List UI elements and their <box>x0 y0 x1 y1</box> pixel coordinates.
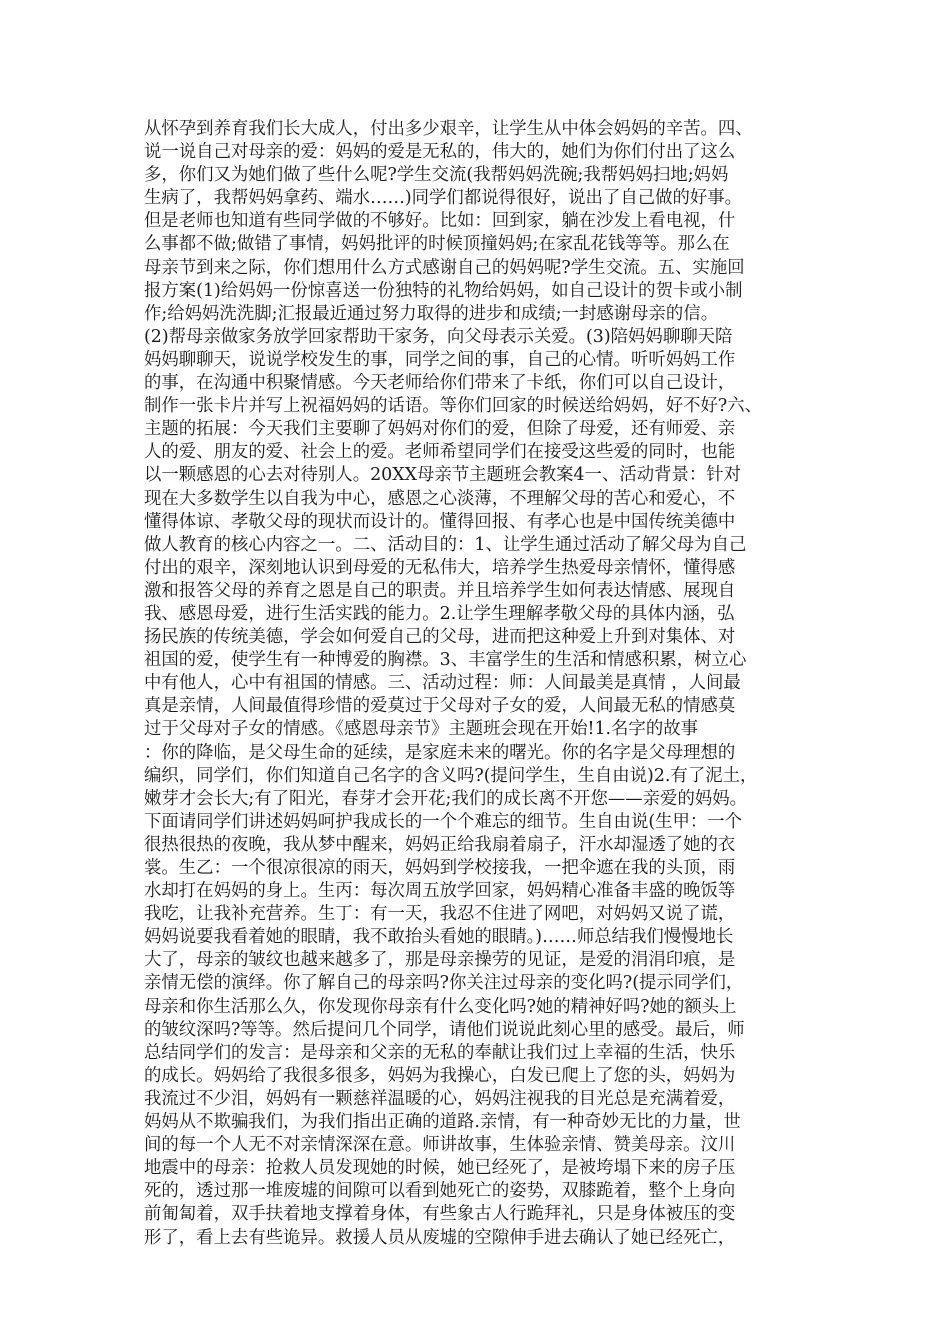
text-line: 扬民族的传统美德，学会如何爱自己的父母，进而把这种爱上升到对集体、对 <box>144 627 736 648</box>
document-body <box>144 118 824 1250</box>
text-line: (2)帮母亲做家务放学回家帮助干家务，向父母表示关爱。(3)陪妈妈聊聊天陪 <box>144 326 733 347</box>
text-line: 祖国的爱，使学生有一种博爱的胸襟。3、丰富学生的生活和情感积累，树立心 <box>144 650 747 671</box>
text-line: 中有他人，心中有祖国的情感。三、活动过程：师：人间最美是真情 ，人间最 <box>144 673 741 694</box>
text-line: 生病了，我帮妈妈拿药、端水……)同学们都说得很好，说出了自己做的好事。 <box>144 188 743 209</box>
text-line: 的皱纹深吗?等等。然后提问几个同学，请他们说说此刻心里的感受。最后，师 <box>144 1019 745 1040</box>
text-line: 我流过不少泪，妈妈有一颗慈祥温暖的心，妈妈注视我的目光总是充满着爱， <box>144 1088 736 1109</box>
text-line: 我、感恩母爱，进行生活实践的能力。2.让学生理解孝敬父母的具体内涵，弘 <box>144 603 735 624</box>
text-line: 总结同学们的发言：是母亲和父亲的无私的奉献让我们过上幸福的生活，快乐 <box>144 1042 736 1063</box>
text-line: 母亲和你生活那么久，你发现你母亲有什么变化吗?她的精神好吗?她的额头上 <box>144 996 737 1017</box>
text-line: 但是老师也知道有些同学做的不够好。比如：回到家，躺在沙发上看电视，什 <box>144 211 736 232</box>
text-line: 从怀孕到养育我们长大成人，付出多少艰辛，让学生从中体会妈妈的辛苦。四、 <box>144 119 753 139</box>
text-line: 死的，透过那一堆废墟的间隙可以看到她死亡的姿势，双膝跪着，整个上身向 <box>144 1181 736 1202</box>
text-line: 妈妈从不欺骗我们，为我们指出正确的道路.亲情，有一种奇妙无比的力量，世 <box>144 1112 741 1133</box>
text-line: 的成长。妈妈给了我很多很多，妈妈为我操心，白发已爬上了您的头，妈妈为 <box>144 1065 736 1086</box>
text-line: 报方案(1)给妈妈一份惊喜送一份独特的礼物给妈妈，如自己设计的贺卡或小制 <box>144 280 743 301</box>
text-line: 多，你们又为她们做了些什么呢?学生交流(我帮妈妈洗碗;我帮妈妈扫地;妈妈 <box>144 165 729 186</box>
text-line: 裳。生乙：一个很凉很凉的雨天，妈妈到学校接我，一把伞遮在我的头顶，雨 <box>144 858 736 878</box>
text-line: 下面请同学们讲述妈妈呵护我成长的一个个难忘的细节。生自由说(生甲：一个 <box>144 811 743 832</box>
text-line: 说一说自己对母亲的爱：妈妈的爱是无私的，伟大的，她们为你们付出了这么 <box>144 142 736 163</box>
text-line: 水却打在妈妈的身上。生丙：每次周五放学回家，妈妈精心准备丰盛的晚饭等 <box>144 881 736 902</box>
text-line: 编织，同学们，你们知道自己名字的含义吗?(提问学生，生自由说)2.有了泥土， <box>144 765 758 786</box>
text-line: 以一颗感恩的心去对待别人。20XX母亲节主题班会教案4一、活动背景：针对 <box>144 465 742 486</box>
text-line: 形了，看上去有些诡异。救援人员从废墟的空隙伸手进去确认了她已经死亡， <box>144 1227 736 1248</box>
text-line: 很热很热的夜晚，我从梦中醒来，妈妈正给我扇着扇子，汗水却湿透了她的衣 <box>144 834 736 855</box>
text-line: 地震中的母亲：抢救人员发现她的时候，她已经死了，是被垮塌下来的房子压 <box>144 1158 736 1179</box>
text-line: 的事，在沟通中积聚情感。今天老师给你们带来了卡纸，你们可以自己设计， <box>144 373 736 394</box>
text-line: 间的每一个人无不对亲情深深在意。师讲故事，生体验亲情、赞美母亲。汶川 <box>144 1135 736 1156</box>
text-line: 过于父母对子女的情感。《感恩母亲节》主题班会现在开始!1.名字的故事 <box>144 719 698 740</box>
text-line: 母亲节到来之际，你们想用什么方式感谢自己的妈妈呢?学生交流。五、实施回 <box>144 257 745 278</box>
text-line: 人的爱、朋友的爱、社会上的爱。老师希望同学们在接受这些爱的同时，也能 <box>144 442 736 463</box>
text-line: 亲情无偿的演绎。你了解自己的母亲吗?你关注过母亲的变化吗?(提示同学们， <box>144 973 744 994</box>
text-line: 我吃，让我补充营养。生丁：有一天，我忍不住进了网吧，对妈妈又说了谎， <box>144 904 736 925</box>
text-line: 妈妈聊聊天，说说学校发生的事，同学之间的事，自己的心情。听听妈妈工作 <box>144 349 736 370</box>
text-line: 现在大多数学生以自我为中心，感恩之心淡薄，不理解父母的苦心和爱心，不 <box>144 488 736 509</box>
text-line: 真是亲情，人间最值得珍惜的爱莫过于父母对子女的爱，人间最无私的情感莫 <box>144 696 736 717</box>
text-line: 么事都不做;做错了事情，妈妈批评的时候顶撞妈妈;在家乱花钱等等。那么在 <box>144 234 730 255</box>
text-line: 大了，母亲的皱纹也越来越多了，那是母亲操劳的见证，是爱的涓涓印痕，是 <box>144 950 736 971</box>
text-line: 懂得体谅、孝敬父母的现状而设计的。懂得回报、有孝心也是中国传统美德中 <box>144 511 736 532</box>
text-line: 主题的拓展：今天我们主要聊了妈妈对你们的爱，但除了母爱，还有师爱、亲 <box>144 419 736 440</box>
text-line: 妈妈说要我看着她的眼睛，我不敢抬头看她的眼睛。)……师总结我们慢慢地长 <box>144 927 734 948</box>
text-line: 付出的艰辛，深刻地认识到母爱的无私伟大，培养学生热爱母亲情怀，懂得感 <box>144 557 736 578</box>
text-line: 作;给妈妈洗洗脚;汇报最近通过努力取得的进步和成绩;一封感谢母亲的信。 <box>144 303 719 324</box>
text-line: 嫩芽才会长大;有了阳光，春芽才会开花;我们的成长离不开您——亲爱的妈妈。 <box>144 788 748 809</box>
text-line: 前匍匐着，双手扶着地支撑着身体，有些象古人行跪拜礼，只是身体被压的变 <box>144 1204 736 1225</box>
text-line: ：你的降临，是父母生命的延续，是家庭未来的曙光。你的名字是父母理想的 <box>144 742 736 763</box>
text-line: 做人教育的核心内容之一。二、活动目的：1、让学生通过活动了解父母为自己 <box>144 534 747 555</box>
text-line: 激和报答父母的养育之恩是自己的职责。并且培养学生如何表达情感、展现自 <box>144 580 736 601</box>
text-line: 制作一张卡片并写上祝福妈妈的话语。等你们回家的时候送给妈妈，好不好?六、 <box>144 396 762 417</box>
